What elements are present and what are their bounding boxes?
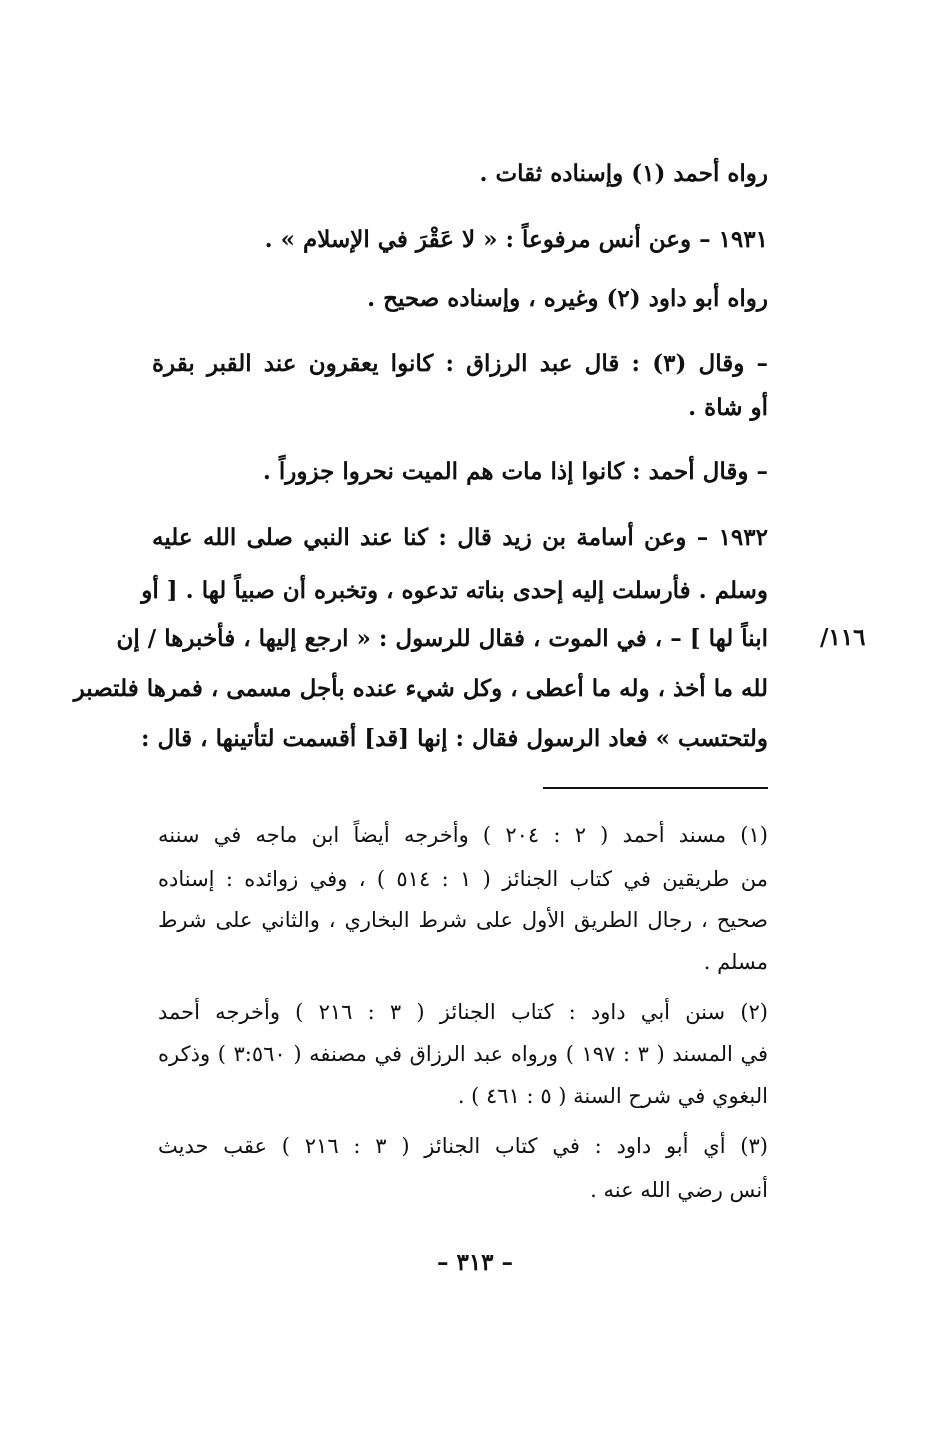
footnote-line: في المسند ( ٣ : ١٩٧ ) ورواه عبد الرزاق في مصنفه ( ٣:٥٦٠ ) وذكره [158, 1042, 768, 1066]
main-text-line: أو شاة . [688, 394, 768, 421]
footnote-line: (٢) سنن أبي داود : كتاب الجنائز ( ٣ : ٢١٦ ) وأخرجه أحمد [158, 1000, 768, 1024]
footnote-line: البغوي في شرح السنة ( ٥ : ٤٦١ ) . [457, 1084, 768, 1108]
margin-reference: ١١٦/ [820, 624, 866, 651]
main-text-line: لله ما أخذ ، وله ما أعطى ، وكل شيء عنده بأجل مسمى ، فمرها فلتصبر [73, 675, 768, 702]
footnote-line: صحيح ، رجال الطريق الأول على شرط البخاري ، والثاني على شرط [158, 908, 768, 932]
footnote-separator [543, 787, 768, 789]
main-text-line: رواه أبو داود (٢) وغيره ، وإسناده صحيح . [367, 285, 768, 312]
footnote-line: مسلم . [703, 950, 768, 974]
hadith-1931-line: ١٩٣١ – وعن أنس مرفوعاً : « لا عَقْرَ في الإسلام » . [264, 226, 768, 253]
page-number: – ٣١٣ – [436, 1249, 514, 1276]
main-text-line: – وقال أحمد : كانوا إذا مات هم الميت نحروا جزوراً . [262, 458, 768, 485]
main-text-line: ولتحتسب » فعاد الرسول فقال : إنها [قد] أقسمت لتأتينها ، قال : [140, 725, 768, 752]
footnote-line: (١) مسند أحمد ( ٢ : ٢٠٤ ) وأخرجه أيضاً ابن ماجه في سننه [158, 823, 768, 847]
main-text-line: وسلم . فأرسلت إليه إحدى بناته تدعوه ، وتخبره أن صبياً لها . [ أو [141, 577, 768, 604]
hadith-1932-line: ١٩٣٢ – وعن أسامة بن زيد قال : كنا عند النبي صلى الله عليه [152, 524, 768, 551]
main-text-line: – وقال (٣) : قال عبد الرزاق : كانوا يعقرون عند القبر بقرة [152, 350, 768, 377]
footnote-line: من طريقين في كتاب الجنائز ( ١ : ٥١٤ ) ، وفي زوائده : إسناده [158, 867, 768, 891]
main-text-line: ابناً لها ] – ، في الموت ، فقال للرسول : « ارجع إليها ، فأخبرها / إن [116, 625, 768, 652]
footnote-line: (٣) أي أبو داود : في كتاب الجنائز ( ٣ : ٢١٦ ) عقب حديث [158, 1134, 768, 1158]
footnote-line: أنس رضي الله عنه . [590, 1178, 768, 1202]
main-text-line: رواه أحمد (١) وإسناده ثقات . [479, 160, 768, 187]
